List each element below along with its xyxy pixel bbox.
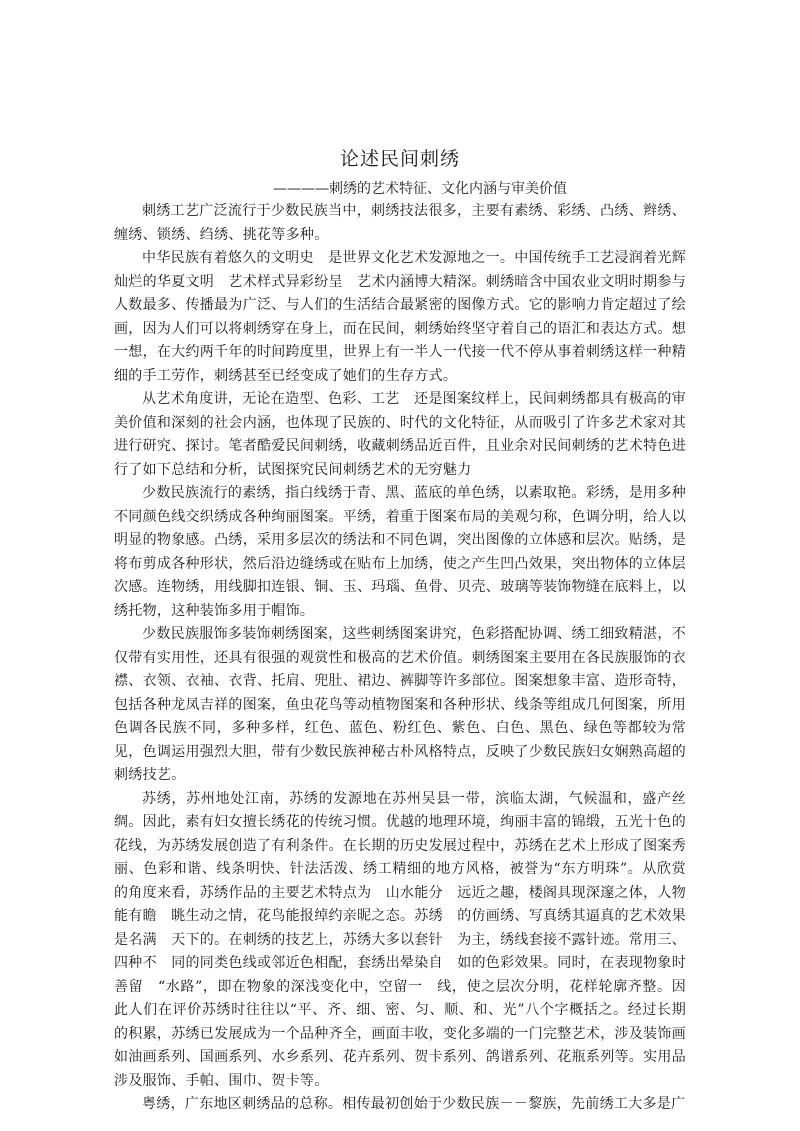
document-subtitle: ————刺绣的艺术特征、文化内涵与审美价值 xyxy=(273,181,567,197)
paragraph-intro: 刺绣工艺广泛流行于少数民族当中，刺绣技法很多，主要有素绣、彩绣、凸绣、辫绣、缠绣、锁绣、绉绣、挑花等多种。 xyxy=(114,203,686,243)
paragraph-costume-patterns: 少数民族服饰多装饰刺绣图案，这些刺绣图案讲究，色彩搭配协调、绣工细致精湛，不仅带有实用性，还具有很强的观赏性和极高的艺术价值。刺绣图案主要用在各民族服饰的衣襟、衣领、衣袖、衣背、托肩、兜肚、裙边、裤脚等许多部位。图案想象丰富、造形奇特，包括各种龙凤吉祥的图案，鱼虫花鸟等动植物图案和各种形状、线条等组成几何图案，所用色调各民族不同，多种多样，红色、蓝色、粉红色、紫色、白色、黑色、绿色等都较为常见，色调运用强烈大胆，带有少数民族神秘古朴风格特点，反映了少数民族妇女娴熟高超的刺绣技艺。 xyxy=(114,626,686,783)
document-title: 论述民间刺绣 xyxy=(339,148,460,170)
paragraph-techniques: 少数民族流行的素绣，指白线绣于青、黑、蓝底的单色绣，以素取艳。彩绣，是用多种不同颜色线交织绣成各种绚丽图案。平绣，着重于图案布局的美观匀称，色调分明，给人以明显的物象感。凸绣，采用多层次的绣法和不同色调，突出图像的立体感和层次。贴绣，是将布剪成各种形状，然后沿边缝绣或在贴布上加绣，使之产生凹凸效果，突出物体的立体层次感。连物绣，用线脚扣连银、铜、玉、玛瑙、鱼骨、贝壳、玻璃等装饰物缝在底料上，以绣托物，这种装饰多用于帽饰。 xyxy=(114,485,686,619)
document-page xyxy=(114,146,701,1117)
paragraph-history: 中华民族有着悠久的文明史 是世界文化艺术发源地之一。中国传统手工艺浸润着光辉灿烂的华夏文明 艺术样式异彩纷呈 艺术内涵博大精深。刺绣暗含中国农业文明时期参与人数最多、传播最为广泛、与人们的生活结合最紧密的图像方式。它的影响力肯定超过了绘画，因为人们可以将刺绣穿在身上，而在民间，刺绣始终坚守着自己的语汇和表达方式。想一想，在大约两千年的时间跨度里，世界上有一半人一代接一代不停从事着刺绣这样一种精细的手工劳作，刺绣甚至已经变成了她们的生存方式。 xyxy=(114,250,686,384)
paragraph-yue-embroidery: 粤绣，广东地区刺绣品的总称。相传最初创始于少数民族－－黎族，先前绣工大多是广 xyxy=(142,1096,686,1112)
paragraph-su-embroidery: 苏绣，苏州地处江南，苏绣的发源地在苏州吴县一带，滨临太湖，气候温和，盛产丝绸。因此，素有妇女擅长绣花的传统习惯。优越的地理环境，绚丽丰富的锦缎，五光十色的花线，为苏绣发展创造了有利条件。在长期的历史发展过程中，苏绣在艺术上形成了图案秀丽、色彩和谐、线条明快、针法活泼、绣工精细的地方风格，被誉为“东方明珠”。从欣赏的角度来看，苏绣作品的主要艺术特点为 山水能分 远近之趣，楼阁具现深邃之体，人物能有瞻 眺生动之情，花鸟能报绰约亲昵之态。苏绣 的仿画绣、写真绣其逼真的艺术效果是名满 天下的。在刺绣的技艺上，苏绣大多以套针 为主，绣线套接不露针迹。常用三、四种不 同的同类色线或邻近色相配，套绣出晕染自 如的色彩效果。同时，在表现物象时善留 “水路”，即在物象的深浅变化中，空留一 线，使之层次分明，花样轮廓齐整。因此人们在评价苏绣时往往以“平、齐、细、密、匀、顺、和、光”八个字概括之。经过长期的积累，苏绣已发展成为一个品种齐全，画面丰收，变化多端的一门完整艺术，涉及装饰画 如油画系列、国画系列、水乡系列、花卉系列、贺卡系列、鸽谱系列、花瓶系列等。实用品涉及服饰、手帕、围巾、贺卡等。 xyxy=(114,790,701,1089)
paragraph-art-perspective: 从艺术角度讲，无论在造型、色彩、工艺 还是图案纹样上，民间刺绣都具有极高的审美价值和深刻的社会内涵，也体现了民族的、时代的文化特征，从而吸引了许多艺术家对其进行研究、探讨。笔者酷爱民间刺绣，收藏刺绣品近百件，且业余对民间刺绣的艺术特色进行了如下总结和分析，试图探究民间刺绣艺术的无穷魅力 xyxy=(114,391,686,478)
